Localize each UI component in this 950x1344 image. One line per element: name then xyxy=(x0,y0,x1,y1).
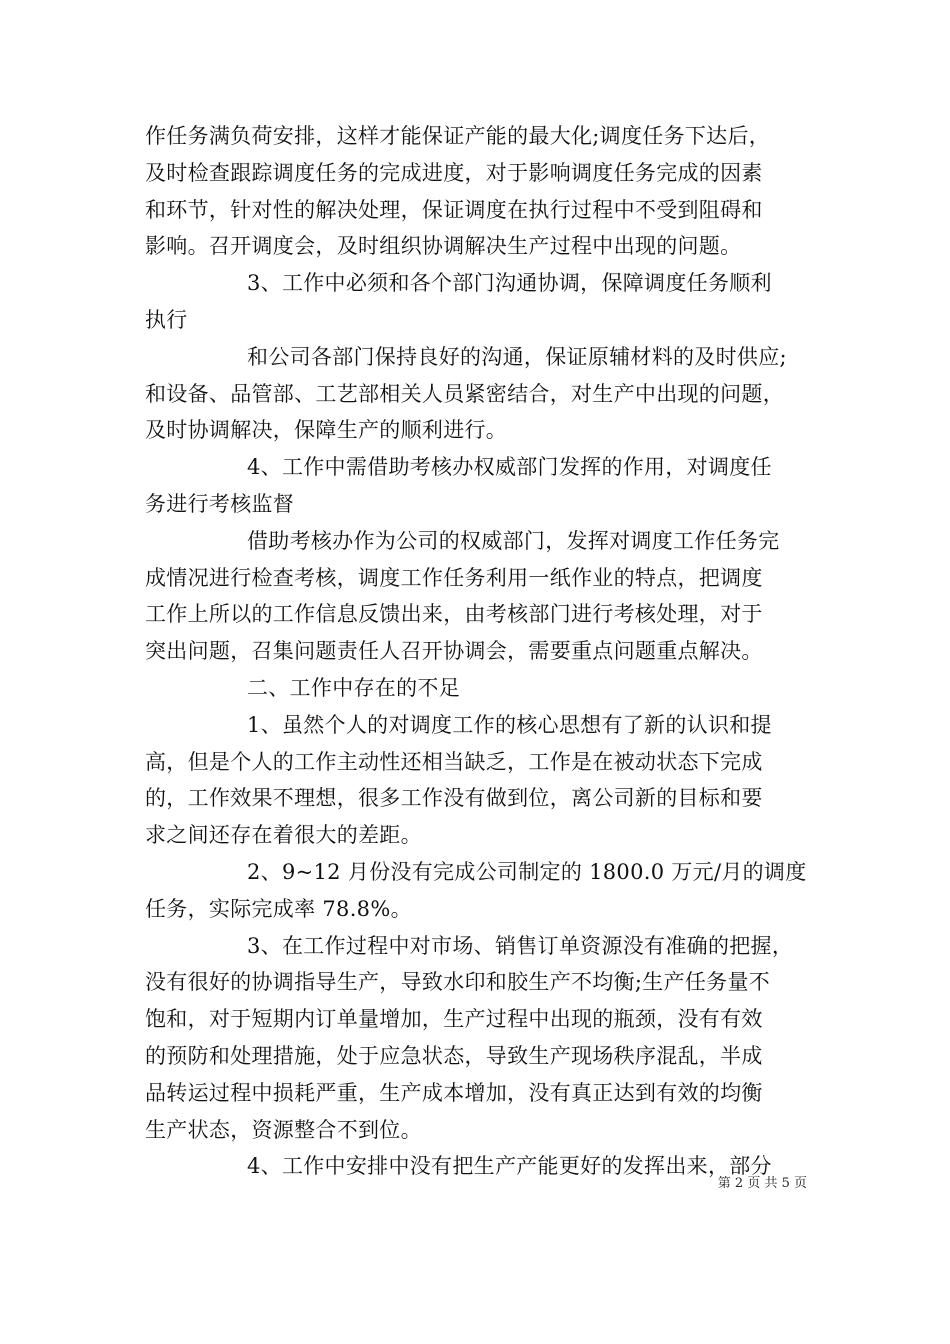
text-line: 和设备、品管部、工艺部相关人员紧密结合，对生产中出现的问题， xyxy=(145,381,784,406)
list-item-4: 4、工作中安排中没有把生产产能更好的发挥出来，部分 xyxy=(247,1154,772,1179)
text-line: 成情况进行检查考核，调度工作任务利用一纸作业的特点，把调度 xyxy=(145,565,763,590)
text-line: 作任务满负荷安排，这样才能保证产能的最大化;调度任务下达后， xyxy=(145,124,771,148)
list-item-3: 3、在工作过程中对市场、销售订单资源没有准确的把握， xyxy=(247,933,794,958)
text-line: 务进行考核监督 xyxy=(145,491,295,516)
list-item-2: 2、9~12 月份没有完成公司制定的 1800.0 万元/月的调度 xyxy=(247,859,807,884)
text-line: 高，但是个人的工作主动性还相当缺乏，工作是在被动状态下完成 xyxy=(145,749,763,774)
text-line: 的预防和处理措施，处于应急状态，导致生产现场秩序混乱，半成 xyxy=(145,1043,763,1068)
text-line: 执行 xyxy=(145,307,188,332)
document-body xyxy=(145,118,807,1185)
text-line: 求之间还存在着很大的差距。 xyxy=(145,823,422,848)
list-item-1: 1、虽然个人的对调度工作的核心思想有了新的认识和提 xyxy=(247,712,772,737)
text-line: 的，工作效果不理想，很多工作没有做到位，离公司新的目标和要 xyxy=(145,786,763,811)
text-line: 影响。召开调度会，及时组织协调解决生产过程中出现的问题。 xyxy=(145,234,742,259)
text-line: 及时协调解决，保障生产的顺利进行。 xyxy=(145,418,508,443)
paragraph-start: 和公司各部门保持良好的沟通，保证原辅材料的及时供应; xyxy=(247,344,787,369)
text-line: 品转运过程中损耗严重，生产成本增加，没有真正达到有效的均衡 xyxy=(145,1080,763,1105)
page-number: 第 2 页 共 5 页 xyxy=(717,1176,807,1191)
text-line: 生产状态，资源整合不到位。 xyxy=(145,1117,422,1142)
text-line: 任务，实际完成率 78.8%。 xyxy=(145,896,412,921)
paragraph-start: 借助考核办作为公司的权威部门，发挥对调度工作任务完 xyxy=(247,528,780,553)
text-line: 突出问题，召集问题责任人召开协调会，需要重点问题重点解决。 xyxy=(145,639,763,664)
text-line: 及时检查跟踪调度任务的完成进度，对于影响调度任务完成的因素 xyxy=(145,160,763,185)
section-title-shortcomings: 二、工作中存在的不足 xyxy=(247,675,460,700)
section-heading-3: 3、工作中必须和各个部门沟通协调，保障调度任务顺利 xyxy=(247,271,772,296)
text-line: 饱和，对于短期内订单量增加，生产过程中出现的瓶颈，没有有效 xyxy=(145,1007,763,1032)
section-heading-4: 4、工作中需借助考核办权威部门发挥的作用，对调度任 xyxy=(247,455,772,480)
text-line: 没有很好的协调指导生产，导致水印和胶生产不均衡;生产任务量不 xyxy=(145,970,771,995)
text-line: 和环节，针对性的解决处理，保证调度在执行过程中不受到阻碍和 xyxy=(145,197,763,222)
text-line: 工作上所以的工作信息反馈出来，由考核部门进行考核处理，对于 xyxy=(145,602,763,627)
